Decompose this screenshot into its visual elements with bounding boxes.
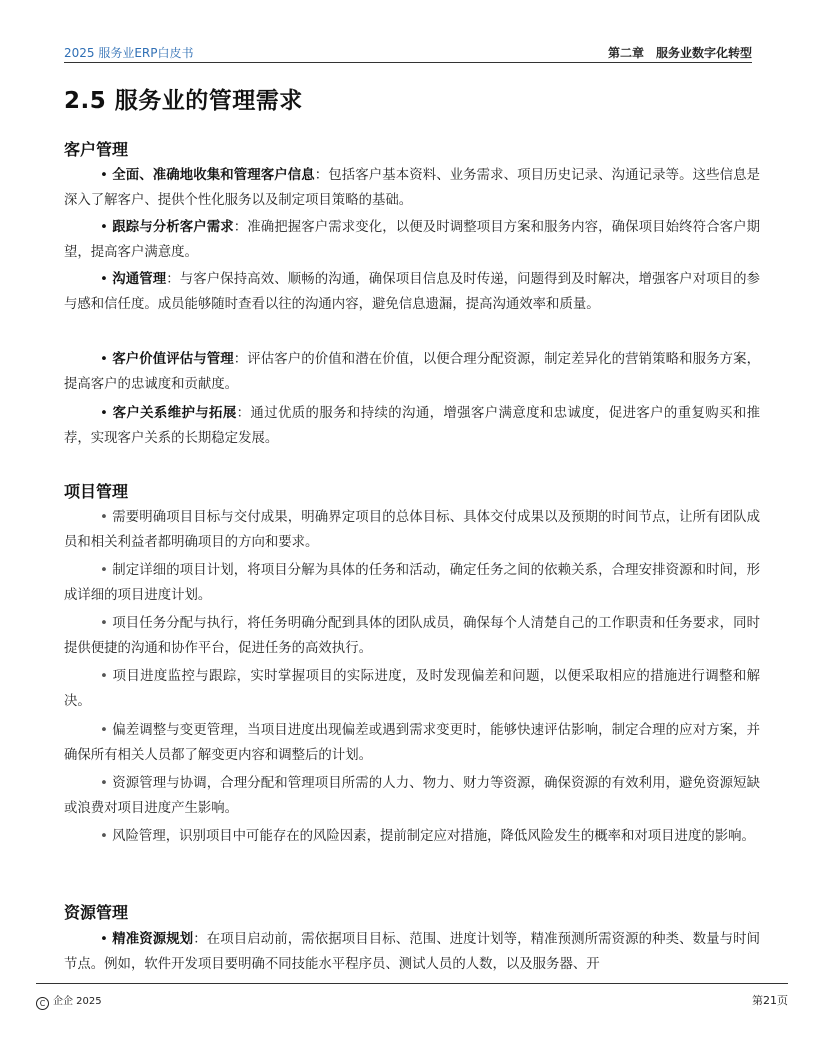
bullet-icon: • [100, 272, 113, 287]
list-item [64, 163, 760, 213]
list-item [64, 505, 760, 555]
bullet-icon: • [100, 352, 113, 367]
item-colon: ： [233, 352, 248, 367]
section-title-project: 项目管理 [64, 482, 129, 501]
list-item [64, 215, 760, 265]
item-colon: ： [193, 932, 207, 947]
bullet-icon: • [100, 563, 113, 578]
item-text: 通过优质的服务和持续的沟通，增强客户满意度和忠诚度，促进客户的重复购买和推荐，实现客户关系的长期稳定发展。 [64, 406, 761, 446]
item-colon: ： [233, 220, 248, 235]
copyright-icon: C [36, 997, 49, 1010]
item-text: 准确把握客户需求变化，以便及时调整项目方案和服务内容，确保项目始终符合客户期望，提高客户满意度。 [64, 220, 761, 260]
bullet-icon: • [100, 669, 113, 684]
item-text: 偏差调整与变更管理，当项目进度出现偏差或遇到需求变更时，能够快速评估影响，制定合理的应对方案，并确保所有相关人员都了解变更内容和调整后的计划。 [64, 723, 760, 763]
page-title: 2.5 服务业的管理需求 [64, 88, 303, 114]
header-chapter-title: 第二章 服务业数字化转型 [607, 46, 752, 60]
item-text: 评估客户的价值和潜在价值，以便合理分配资源，制定差异化的营销策略和服务方案，提高客户的忠诚度和贡献度。 [64, 352, 761, 392]
item-text: 风险管理，识别项目中可能存在的风险因素，提前制定应对措施，降低风险发生的概率和对项目进度的影响。 [112, 829, 755, 844]
page-footer [36, 983, 788, 1008]
list-item [64, 347, 760, 397]
item-text: 项目任务分配与执行，将任务明确分配到具体的团队成员，确保每个人清楚自己的工作职责和任务要求，同时提供便捷的沟通和协作平台，促进任务的高效执行。 [64, 616, 760, 656]
item-bold: 沟通管理 [112, 272, 167, 287]
header-book-title: 2025 服务业ERP白皮书 [64, 46, 194, 60]
bullet-icon: • [100, 616, 113, 631]
item-text: 在项目启动前，需依据项目目标、范围、进度计划等，精准预测所需资源的种类、数量与时间节点。例如，软件开发项目要明确不同技能水平程序员、测试人员的人数，以及服务器、开 [64, 932, 761, 972]
item-bold: 客户关系维护与拓展 [112, 406, 237, 421]
section-title-resource: 资源管理 [64, 903, 129, 922]
bullet-icon: • [100, 932, 113, 947]
item-colon: ： [166, 272, 180, 287]
item-text: 资源管理与协调，合理分配和管理项目所需的人力、物力、财力等资源，确保资源的有效利用，避免资源短缺或浪费对项目进度产生影响。 [64, 776, 760, 816]
page-number: 第21页 [752, 994, 788, 1007]
bullet-icon: • [100, 510, 113, 525]
footer-copyright [36, 992, 102, 1010]
item-text: 制定详细的项目计划，将项目分解为具体的任务和活动，确定任务之间的依赖关系，合理安排资源和时间，形成详细的项目进度计划。 [64, 563, 760, 603]
section-title-customer: 客户管理 [64, 140, 129, 159]
bullet-icon: • [100, 776, 113, 791]
list-item [64, 558, 760, 608]
list-item [64, 267, 760, 317]
item-text: 项目进度监控与跟踪，实时掌握项目的实际进度，及时发现偏差和问题，以便采取相应的措施进行调整和解决。 [64, 669, 761, 709]
list-item [64, 664, 760, 714]
item-text: 包括客户基本资料、业务需求、项目历史记录、沟通记录等。这些信息是深入了解客户、提供个性化服务以及制定项目策略的基础。 [64, 168, 761, 208]
item-text: 需要明确项目目标与交付成果，明确界定项目的总体目标、具体交付成果以及预期的时间节点，让所有团队成员和相关利益者都明确项目的方向和要求。 [64, 510, 760, 550]
item-bold: 客户价值评估与管理 [112, 352, 234, 367]
bullet-icon: • [100, 220, 113, 235]
bullet-icon: • [100, 723, 113, 738]
footer-company: 企企 2025 [53, 996, 102, 1007]
item-colon: ： [236, 406, 251, 421]
bullet-icon: • [100, 406, 113, 421]
list-item [64, 824, 760, 849]
list-item [64, 401, 760, 451]
bullet-icon: • [100, 168, 113, 183]
list-item [64, 611, 760, 661]
item-colon: ： [314, 168, 329, 183]
item-bold: 跟踪与分析客户需求 [112, 220, 234, 235]
list-item [64, 771, 760, 821]
list-item [64, 718, 760, 768]
item-bold: 精准资源规划 [112, 932, 194, 947]
list-item [64, 927, 760, 977]
bullet-icon: • [100, 829, 113, 844]
page-header [64, 42, 752, 63]
item-bold: 全面、准确地收集和管理客户信息 [112, 168, 315, 183]
item-text: 与客户保持高效、顺畅的沟通，确保项目信息及时传递，问题得到及时解决，增强客户对项目的参与感和信任度。成员能够随时查看以往的沟通内容，避免信息遗漏，提高沟通效率和质量。 [64, 272, 761, 312]
